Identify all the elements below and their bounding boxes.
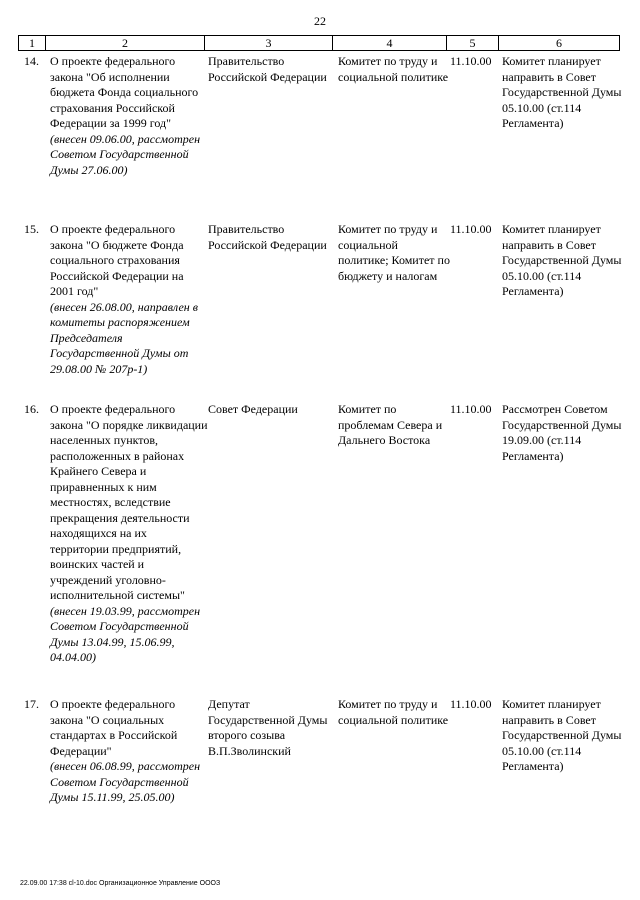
hearing-date: 11.10.00 xyxy=(450,54,492,68)
row-number: 17. xyxy=(24,697,39,711)
bill-title xyxy=(50,402,208,666)
bill-author: Правительство Российской Федерации xyxy=(208,222,327,252)
column-header: 4 xyxy=(333,36,447,50)
bill-title-text: О проекте федерального закона "О социальных стандартах в Российской Федерации" xyxy=(50,697,178,758)
responsible-committee: Комитет по труду и социальной политике; Комитет по бюджету и налогам xyxy=(338,222,450,283)
hearing-date: 11.10.00 xyxy=(450,222,492,236)
bill-status: Комитет планирует направить в Совет Государственной Думы 05.10.00 (ст.114 Регламента) xyxy=(502,54,622,130)
document-footer: 22.09.00 17:38 cl-10.doc Организационное Управление ОООЗ xyxy=(20,880,221,887)
bill-title-text: О проекте федерального закона "О бюджете Фонда социального страхования Российской Федерации на 2001 год" xyxy=(50,222,184,298)
bill-title xyxy=(50,54,208,178)
bill-author: Депутат Государственной Думы второго созыва В.П.Зволинский xyxy=(208,697,328,758)
bill-status: Комитет планирует направить в Совет Государственной Думы 05.10.00 (ст.114 Регламента) xyxy=(502,222,622,298)
row-number: 15. xyxy=(24,222,39,236)
bill-status: Рассмотрен Советом Государственной Думы 19.09.00 (ст.114 Регламента) xyxy=(502,402,622,463)
hearing-date: 11.10.00 xyxy=(450,697,492,711)
hearing-date: 11.10.00 xyxy=(450,402,492,416)
bill-title-text: О проекте федерального закона "О порядке ликвидации населенных пунктов, расположенных в районах Крайнего Севера и приравненных к ним местностях, вследствие прекращения деятельности находящихся на их территории предприятий, воинских частей и учреждений уголовно-исполнительной системы" xyxy=(50,402,208,602)
bill-status: Комитет планирует направить в Совет Государственной Думы 05.10.00 (ст.114 Регламента) xyxy=(502,697,622,773)
column-header: 3 xyxy=(205,36,333,50)
column-header: 1 xyxy=(19,36,46,50)
column-header: 6 xyxy=(556,36,562,50)
bill-title xyxy=(50,222,208,377)
bill-note: (внесен 06.08.99, рассмотрен Советом Государственной Думы 15.11.99, 25.05.00) xyxy=(50,759,201,804)
bill-author: Правительство Российской Федерации xyxy=(208,54,327,84)
page-number: 22 xyxy=(314,14,326,28)
row-number: 14. xyxy=(24,54,39,68)
column-header: 5 xyxy=(447,36,499,50)
row-number: 16. xyxy=(24,402,39,416)
bill-note: (внесен 09.06.00, рассмотрен Советом Государственной Думы 27.06.00) xyxy=(50,131,201,177)
column-header: 2 xyxy=(46,36,205,50)
bill-title xyxy=(50,697,208,806)
bill-author: Совет Федерации xyxy=(208,402,298,416)
table-header xyxy=(18,35,620,51)
bill-note: (внесен 19.03.99, рассмотрен Советом Государственной Думы 13.04.99, 15.06.99, 04.04.00) xyxy=(50,603,201,664)
responsible-committee: Комитет по труду и социальной политике xyxy=(338,54,449,84)
bill-note: (внесен 26.08.00, направлен в комитеты распоряжением Председателя Государственной Думы от 29.08.00 № 207р-1) xyxy=(50,299,198,376)
responsible-committee: Комитет по проблемам Севера и Дальнего Востока xyxy=(338,402,443,447)
responsible-committee: Комитет по труду и социальной политике xyxy=(338,697,449,727)
bill-title-text: О проекте федерального закона "Об исполнении бюджета Фонда социального страхования Российской Федерации за 1999 год" xyxy=(50,54,199,130)
